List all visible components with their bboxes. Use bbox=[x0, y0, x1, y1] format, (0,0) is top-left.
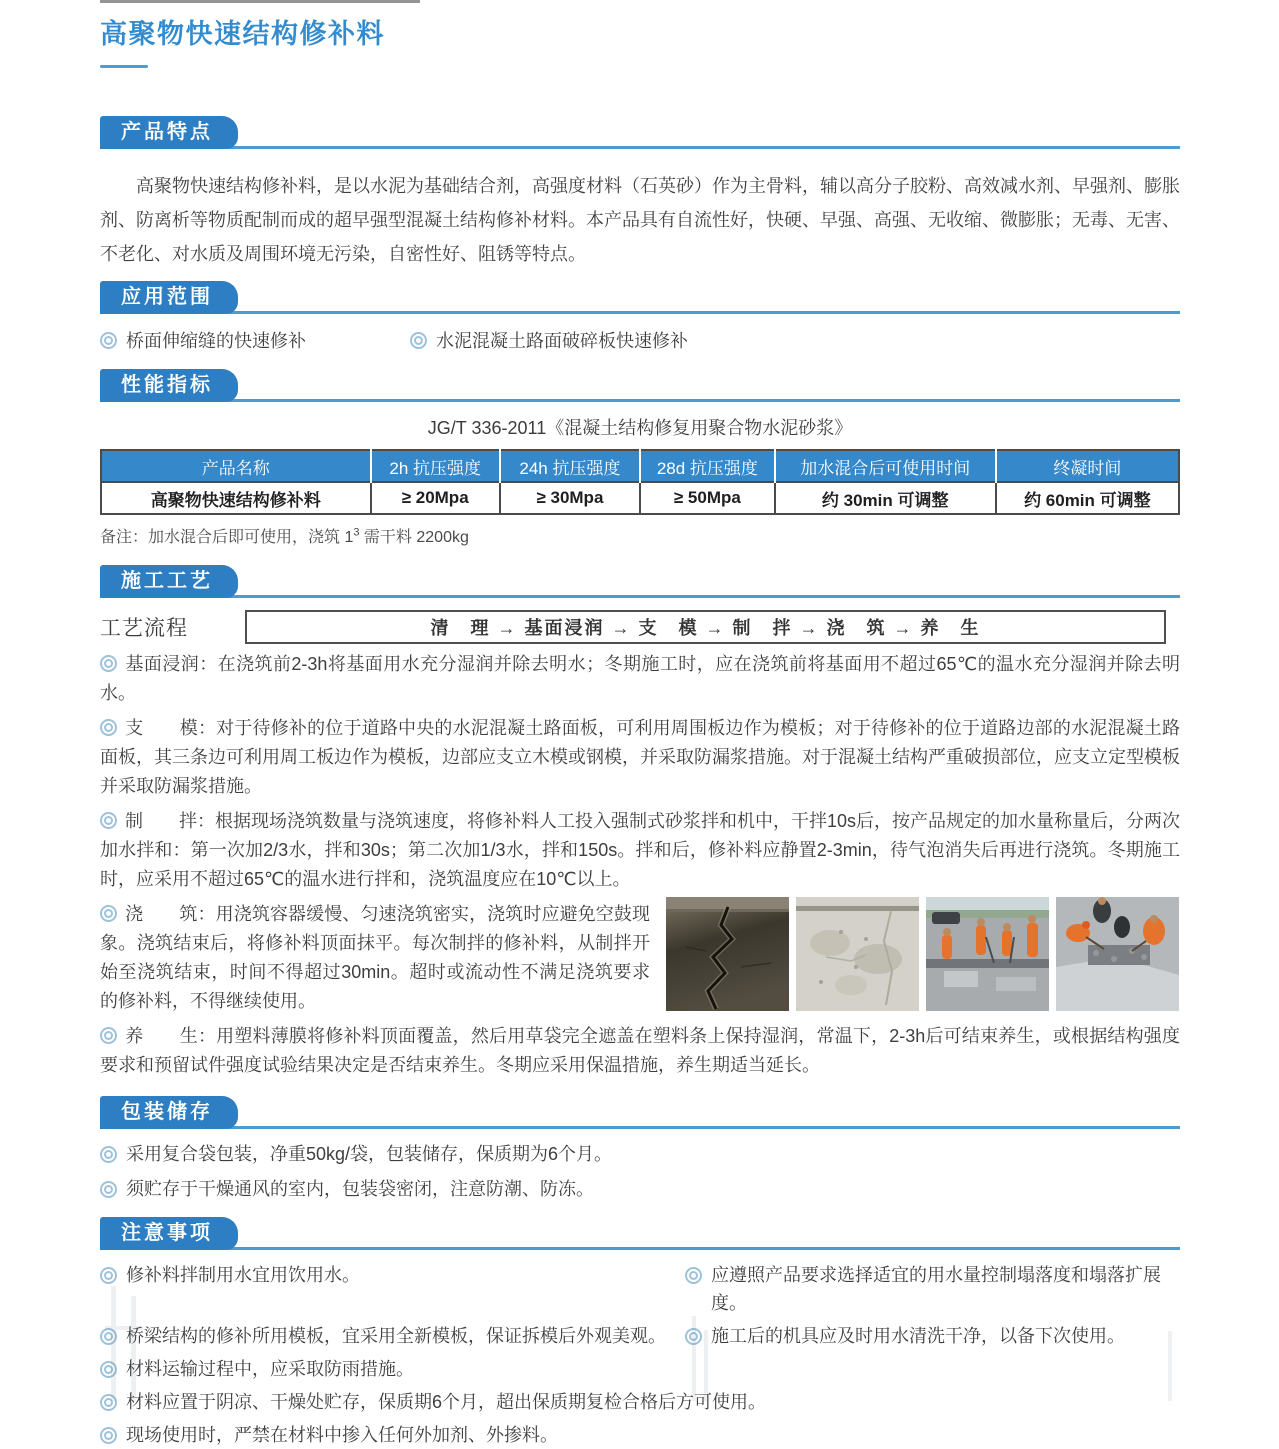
packaging-item bbox=[100, 1140, 1180, 1168]
precaution-item bbox=[685, 1322, 1180, 1350]
step-text: 基面浸润：在浇筑前2-3h将基面用水充分湿润并除去明水；冬期施工时，应在浇筑前将基面用不超过65℃的温水充分湿润并除去明水。 bbox=[100, 654, 1180, 703]
col-header-2h-strength: 2h 抗压强度 bbox=[371, 450, 500, 482]
scan-edge-artifact bbox=[100, 0, 420, 3]
ring-bullet-icon bbox=[100, 905, 117, 922]
col-header-final-set-time: 终凝时间 bbox=[996, 450, 1179, 482]
ring-bullet-icon bbox=[100, 655, 117, 672]
application-list bbox=[100, 327, 1180, 353]
precaution-label: 材料运输过程中，应采取防雨措施。 bbox=[126, 1359, 414, 1379]
process-tab: 施工工艺 bbox=[100, 565, 238, 598]
cell-2h-strength: ≥ 20Mpa bbox=[371, 482, 500, 514]
damaged-concrete-slab-photo bbox=[796, 897, 919, 1011]
flow-label: 工艺流程 bbox=[100, 617, 188, 640]
step-surface-wetting bbox=[100, 650, 1180, 708]
col-header-28d-strength: 28d 抗压强度 bbox=[640, 450, 775, 482]
precaution-item bbox=[685, 1261, 1180, 1317]
precaution-item bbox=[100, 1322, 685, 1350]
section-header-precautions bbox=[100, 1217, 1180, 1250]
ring-bullet-icon bbox=[685, 1328, 702, 1345]
ring-bullet-icon bbox=[100, 719, 117, 736]
footnote-text: 需干料 2200kg bbox=[359, 529, 469, 546]
application-item-label: 桥面伸缩缝的快速修补 bbox=[126, 331, 306, 351]
ring-bullet-icon bbox=[100, 332, 117, 349]
cracked-dark-pavement-photo bbox=[666, 897, 789, 1011]
precaution-label: 修补料拌制用水宜用饮用水。 bbox=[126, 1265, 360, 1285]
page-title: 高聚物快速结构修补料 bbox=[100, 19, 385, 49]
precaution-item bbox=[100, 1261, 685, 1317]
step-text: 制 拌：根据现场浇筑数量与浇筑速度，将修补料人工投入强制式砂浆拌和机中，干拌10s后，按产品规定的加水量称量后，分两次加水拌和：第一次加2/3水，拌和30s；第二次加1/3水，拌和150s。拌和后，修补料应静置2-3min，待气泡消失后再进行浇筑。冬期施工时，应采用不超过65℃的温水进行拌和，浇筑温度应在10℃以上。 bbox=[100, 811, 1181, 889]
ring-bullet-icon bbox=[100, 1146, 117, 1163]
col-header-usable-time: 加水混合后可使用时间 bbox=[775, 450, 996, 482]
packaging-list bbox=[100, 1140, 1180, 1203]
application-item bbox=[100, 327, 410, 353]
performance-table bbox=[100, 449, 1180, 515]
cell-24h-strength: ≥ 30Mpa bbox=[500, 482, 640, 514]
precaution-label: 桥梁结构的修补所用模板，宜采用全新模板，保证拆模后外观美观。 bbox=[126, 1326, 666, 1346]
ring-bullet-icon bbox=[100, 1394, 117, 1411]
ring-bullet-icon bbox=[100, 1328, 117, 1345]
precautions-tab: 注意事项 bbox=[100, 1217, 238, 1250]
table-row bbox=[101, 482, 1179, 514]
ring-bullet-icon bbox=[685, 1267, 702, 1284]
footnote-text: 备注：加水混合后即可使用，浇筑 1 bbox=[100, 529, 354, 546]
table-header-row bbox=[101, 450, 1179, 482]
footnote-superscript: 3 bbox=[353, 526, 360, 539]
application-tab: 应用范围 bbox=[100, 281, 238, 314]
packaging-item-label: 采用复合袋包装，净重50kg/袋，包装储存，保质期为6个月。 bbox=[126, 1144, 613, 1164]
joint-repair-workers-photo bbox=[926, 897, 1049, 1011]
step-formwork bbox=[100, 714, 1180, 801]
construction-photo-strip bbox=[666, 897, 1180, 1011]
section-header-application bbox=[100, 281, 1180, 314]
cell-final-set-time: 约 60min 可调整 bbox=[996, 482, 1179, 514]
ring-bullet-icon bbox=[410, 332, 427, 349]
precaution-label: 应遵照产品要求选择适宜的用水量控制塌落度和塌落扩展度。 bbox=[711, 1265, 1161, 1313]
application-item-label: 水泥混凝土路面破碎板快速修补 bbox=[436, 331, 688, 351]
ring-bullet-icon bbox=[100, 1361, 117, 1378]
title-underline bbox=[100, 65, 148, 68]
ring-bullet-icon bbox=[100, 812, 117, 829]
ring-bullet-icon bbox=[100, 1267, 117, 1284]
step-text: 支 模：对于待修补的位于道路中央的水泥混凝土路面板，可利用周围板边作为模板；对于待修补的位于道路边部的水泥混凝土路面板，其三条边可利用周工板边作为模板，边部应支立木模或钢模，并采取防漏浆措施。对于混凝土结构严重破损部位，应支立定型模板并采取防漏浆措施。 bbox=[100, 718, 1180, 796]
cell-usable-time: 约 30min 可调整 bbox=[775, 482, 996, 514]
precautions-grid bbox=[100, 1261, 1180, 1383]
packaging-item bbox=[100, 1175, 1180, 1203]
section-header-packaging bbox=[100, 1096, 1180, 1129]
precautions-full-width bbox=[100, 1388, 1180, 1449]
application-item bbox=[410, 327, 688, 353]
section-header-features bbox=[100, 116, 1180, 149]
packaging-item-label: 须贮存于干燥通风的室内，包装袋密闭，注意防潮、防冻。 bbox=[126, 1179, 594, 1199]
precaution-item bbox=[100, 1421, 1180, 1449]
patch-repair-workers-photo bbox=[1056, 897, 1179, 1011]
section-header-process bbox=[100, 565, 1180, 598]
step-mixing bbox=[100, 807, 1180, 894]
process-steps bbox=[100, 650, 1180, 1080]
ring-bullet-icon bbox=[100, 1427, 117, 1444]
flow-diagram: 清 理 → 基面浸润 → 支 模 → 制 拌 → 浇 筑 → 养 生 bbox=[245, 610, 1166, 644]
cell-product-name: 高聚物快速结构修补料 bbox=[101, 482, 371, 514]
packaging-tab: 包装储存 bbox=[100, 1096, 238, 1129]
ring-bullet-icon bbox=[100, 1027, 117, 1044]
section-header-performance bbox=[100, 369, 1180, 402]
cell-28d-strength: ≥ 50Mpa bbox=[640, 482, 775, 514]
precaution-label: 现场使用时，严禁在材料中掺入任何外加剂、外掺料。 bbox=[126, 1425, 558, 1445]
features-tab: 产品特点 bbox=[100, 116, 238, 149]
table-footnote bbox=[100, 524, 1180, 547]
col-header-product-name: 产品名称 bbox=[101, 450, 371, 482]
step-curing bbox=[100, 1022, 1180, 1080]
col-header-24h-strength: 24h 抗压强度 bbox=[500, 450, 640, 482]
step-text: 浇 筑：用浇筑容器缓慢、匀速浇筑密实，浇筑时应避免空鼓现象。浇筑结束后，将修补料顶面抹平。每次制拌的修补料，从制拌开始至浇筑结束，时间不得超过30min。超时或流动性不满足浇筑要求的修补料，不得继续使用。 bbox=[100, 904, 650, 1011]
features-paragraph: 高聚物快速结构修补料，是以水泥为基础结合剂，高强度材料（石英砂）作为主骨料，辅以高分子胶粉、高效减水剂、早强剂、膨胀剂、防离析等物质配制而成的超早强型混凝土结构修补材料。本产品具有自流性好，快硬、早强、高强、无收缩、微膨胀；无毒、无害、不老化、对水质及周围环境无污染，自密性好、阻锈等特点。 bbox=[100, 176, 1180, 264]
process-flow-row bbox=[100, 610, 1180, 644]
precaution-item bbox=[100, 1355, 685, 1383]
precaution-label: 材料应置于阴凉、干燥处贮存，保质期6个月，超出保质期复检合格后方可使用。 bbox=[126, 1392, 767, 1412]
precaution-item bbox=[100, 1388, 1180, 1416]
performance-tab: 性能指标 bbox=[100, 369, 238, 402]
standard-reference: JG/T 336-2011《混凝土结构修复用聚合物水泥砂浆》 bbox=[427, 418, 853, 438]
precaution-label: 施工后的机具应及时用水清洗干净，以备下次使用。 bbox=[711, 1326, 1125, 1346]
step-text: 养 生：用塑料薄膜将修补料顶面覆盖，然后用草袋完全遮盖在塑料条上保持湿润，常温下，2-3h后可结束养生，或根据结构强度要求和预留试件强度试验结果决定是否结束养生。冬期应采用保温措施，养生期适当延长。 bbox=[100, 1026, 1180, 1075]
ring-bullet-icon bbox=[100, 1181, 117, 1198]
